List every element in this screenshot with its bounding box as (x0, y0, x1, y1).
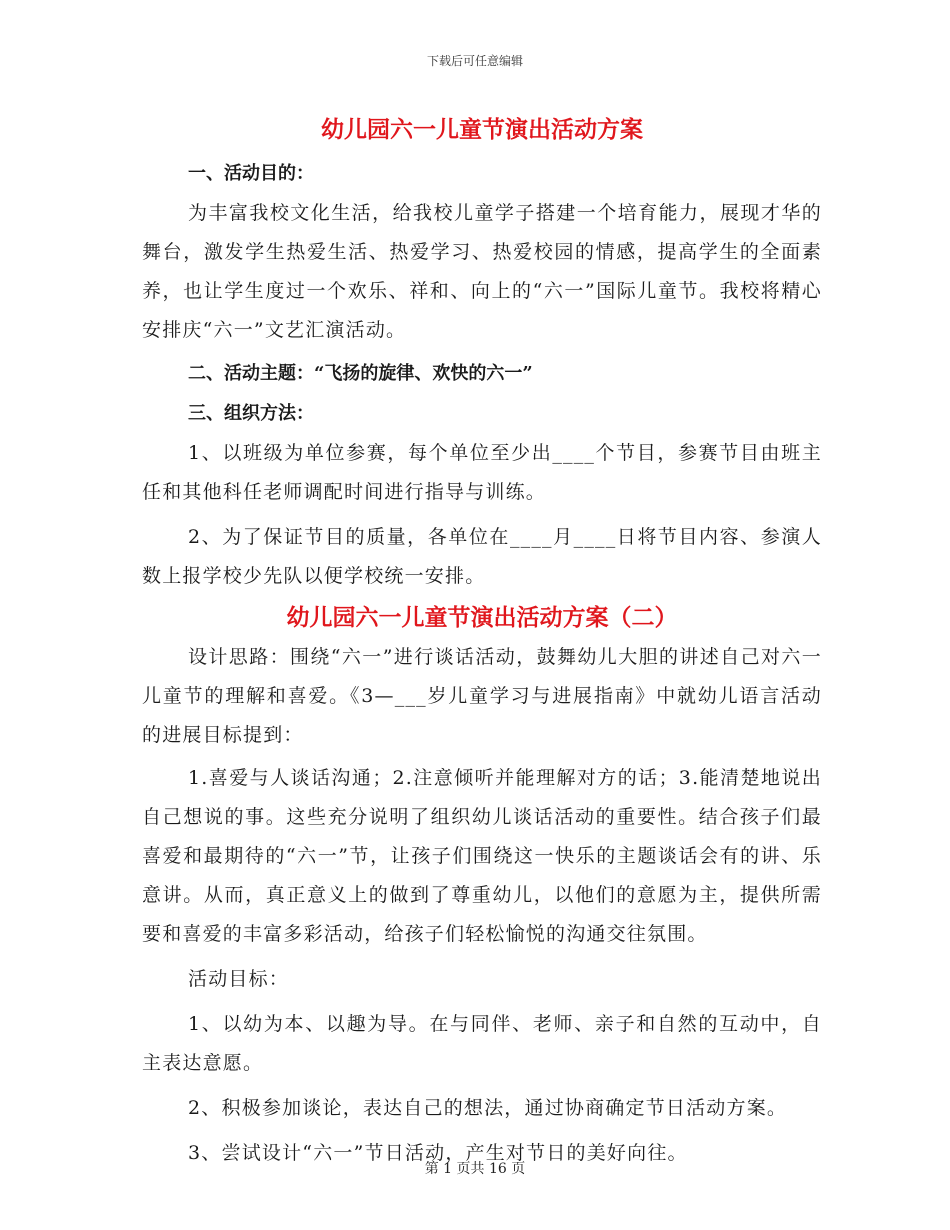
section1-item-2: 2、为了保证节目的质量，各单位在____月____日将节目内容、参演人数上报学校少先队以便学校统一安排。 (142, 526, 822, 587)
section1-heading-theme: 二、活动主题：“飞扬的旋律、欢快的六一” (188, 363, 533, 384)
document-body (142, 112, 822, 1177)
section2-goal-3: 3、尝试设计“六一”节日活动，产生对节日的美好向往。 (188, 1142, 688, 1164)
section2-design-idea: 设计思路：围绕“六一”进行谈话活动，鼓舞幼儿大胆的讲述自己对六一儿童节的理解和喜爱。《3—___岁儿童学习与进展指南》中就幼儿语言活动的进展目标提到： (142, 646, 822, 746)
section2-goal-1: 1、以幼为本、以趣为导。在与同伴、老师、亲子和自然的互动中，自主表达意愿。 (142, 1013, 822, 1074)
section1-purpose-paragraph: 为丰富我校文化生活，给我校儿童学子搭建一个培育能力，展现才华的舞台，激发学生热爱生活、热爱学习、热爱校园的情感，提高学生的全面素养，也让学生度过一个欢乐、祥和、向上的“六一”国际儿童节。我校将精心安排庆“六一”文艺汇演活动。 (142, 202, 822, 341)
section1-item-1: 1、以班级为单位参赛，每个单位至少出____个节目，参赛节目由班主任和其他科任老师调配时间进行指导与训练。 (142, 442, 822, 503)
section1-heading-purpose: 一、活动目的： (188, 163, 314, 184)
section2-goals-paragraph: 1.喜爱与人谈话沟通；2.注意倾听并能理解对方的话；3.能清楚地说出自己想说的事。这些充分说明了组织幼儿谈话活动的重要性。结合孩子们最喜爱和最期待的“六一”节，让孩子们围绕这一快乐的主题谈话会有的讲、乐意讲。从而，真正意义上的做到了尊重幼儿，以他们的意愿为主，提供所需要和喜爱的丰富多彩活动，给孩子们轻松愉悦的沟通交往氛围。 (142, 767, 822, 945)
page-header: 下载后可任意编辑 (426, 54, 523, 68)
section2-goals-label: 活动目标： (188, 968, 290, 990)
section1-title: 幼儿园六一儿童节演出活动方案 (321, 116, 643, 143)
section2-goal-2: 2、积极参加谈论，表达自己的想法，通过协商确定节日活动方案。 (188, 1097, 788, 1119)
section2-title: 幼儿园六一儿童节演出活动方案（二） (286, 604, 678, 631)
page-footer: 第 1 页共 16 页 (424, 1161, 526, 1177)
section1-heading-organization: 三、组织方法： (188, 403, 314, 424)
